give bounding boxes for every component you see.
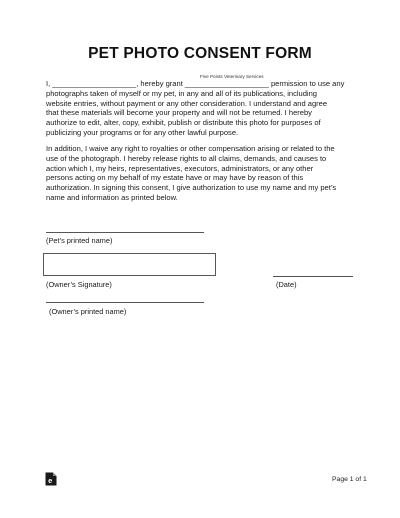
owner-signature-label: (Owner’s Signature) [46,280,112,289]
paragraph-line: In addition, I waive any right to royalties or other compensation arising or related to the [46,144,335,153]
owner-signature-field[interactable] [43,253,216,276]
paragraph-line: name and information as printed below. [46,192,178,202]
date-label: (Date) [276,280,297,289]
pet-name-label: (Pet’s printed name) [46,236,113,245]
eforms-logo-icon [45,472,57,486]
svg-text:e: e [48,476,53,485]
paragraph-line: authorize to edit, alter, copy, exhibit, publish or distribute this photo for purposes of [46,118,321,127]
form-title: PET PHOTO CONSENT FORM [88,45,312,62]
paragraph-line: that these materials will become your property and will not be returned. I hereby [46,108,312,118]
owner-name-line[interactable] [46,302,204,303]
paragraph-line: website entries, without payment or any other consideration. I understand and agree [46,98,328,108]
paragraph-line: action which I, my heirs, representatives, executors, administrators, or any other [46,163,314,173]
paragraph-line: publicizing your programs or for any other lawful purpose. [46,127,239,137]
paragraph-line: photographs taken of myself or my pet, in any and all of its publications, including [46,88,318,98]
consent-paragraph-1 [46,79,358,138]
consent-paragraph-2 [46,144,358,203]
page-number: Page 1 of 1 [332,476,367,483]
paragraph-line: use of the photograph. I hereby release rights to all claims, demands, and causes to [46,153,327,163]
owner-name-label: (Owner’s printed name) [49,307,127,316]
grantee-name-overlay: Five Points Veterinary Services [200,74,264,79]
pet-name-line[interactable] [46,232,204,233]
date-line[interactable] [273,276,353,277]
paragraph-line: I, ____________________, hereby grant ____________________ permission to use any [46,79,345,88]
paragraph-line: persons acting on my behalf of my estate have or may have by reason of this [46,173,304,183]
paragraph-line: authorization. In signing this consent, I give authorization to use my name and my pet’s [46,183,337,192]
